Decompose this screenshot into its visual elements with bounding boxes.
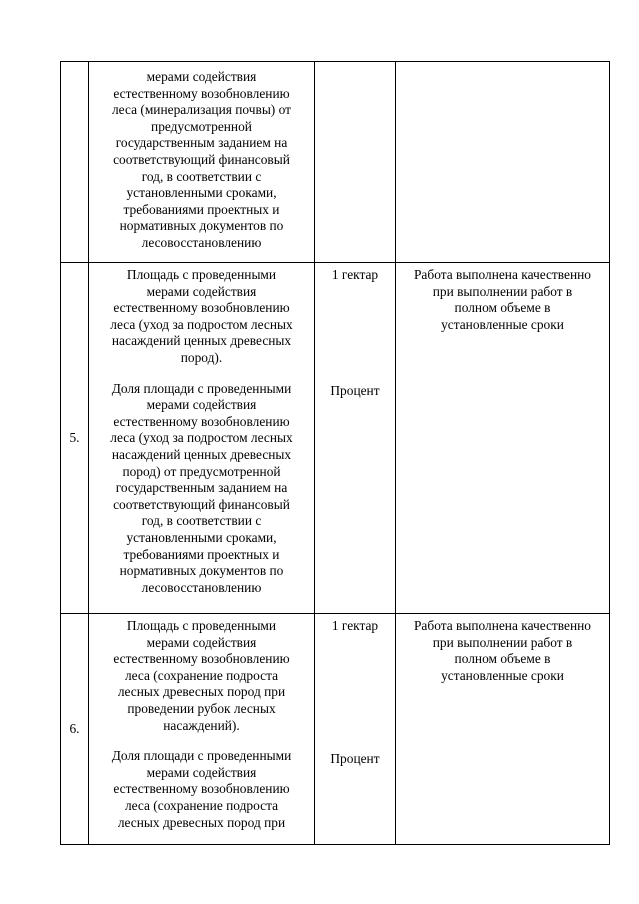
activities-table [60,61,610,845]
result-cell [396,614,610,845]
unit-text: Процент [330,750,380,766]
unit-cell [315,614,396,845]
unit-text: 1 гектар [331,618,379,633]
unit-text: 1 гектар [331,267,379,282]
result-text: Работа выполнена качественно при выполнении работ в полном объеме в установленные сроки [413,618,591,683]
indicator-cell [89,263,315,614]
table-row [61,614,610,845]
unit-text: Процент [330,382,380,398]
indicator-cell [89,614,315,845]
table-row [61,62,610,263]
unit-cell [315,263,396,614]
indicator-cell [89,62,315,263]
unit-cell [315,62,396,263]
result-cell [396,263,610,614]
indicator-text: Площадь с проведенными мерами содействия естественному возобновлению леса (уход за подростом лесных насаждений ценных древесных пород). [110,267,293,365]
result-text: Работа выполнена качественно при выполнении работ в полном объеме в установленные сроки [413,267,591,332]
row-number: 5. [61,263,89,614]
row-number: 6. [61,614,89,845]
indicator-text: Площадь с проведенными мерами содействия естественному возобновлению леса (сохранение подроста лесных древесных пород при проведении рубок лесных насаждений). [113,618,290,733]
indicator-text: Доля площади с проведенными мерами содействия естественному возобновлению леса (сохранение подроста лесных древесных пород при [111,748,292,830]
result-cell [396,62,610,263]
result-text [396,62,609,66]
indicator-text: Доля площади с проведенными мерами содействия естественному возобновлению леса (уход за подростом лесных насаждений ценных древесных пород) от предусмотренной государственным заданием на соответствующий финансовый год, в соответствии с установленными сроками, требованиями проектных и нормативных документов по лесовосстановлению [110,380,293,595]
indicator-text: мерами содействия естественному возобновлению леса (минерализация почвы) от предусмотренной государственным заданием на соответствующий финансовый год, в соответствии с установленными сроками, требованиями проектных и нормативных документов по лесовосстановлению [112,69,291,250]
table-row [61,263,610,614]
row-number [61,62,89,263]
